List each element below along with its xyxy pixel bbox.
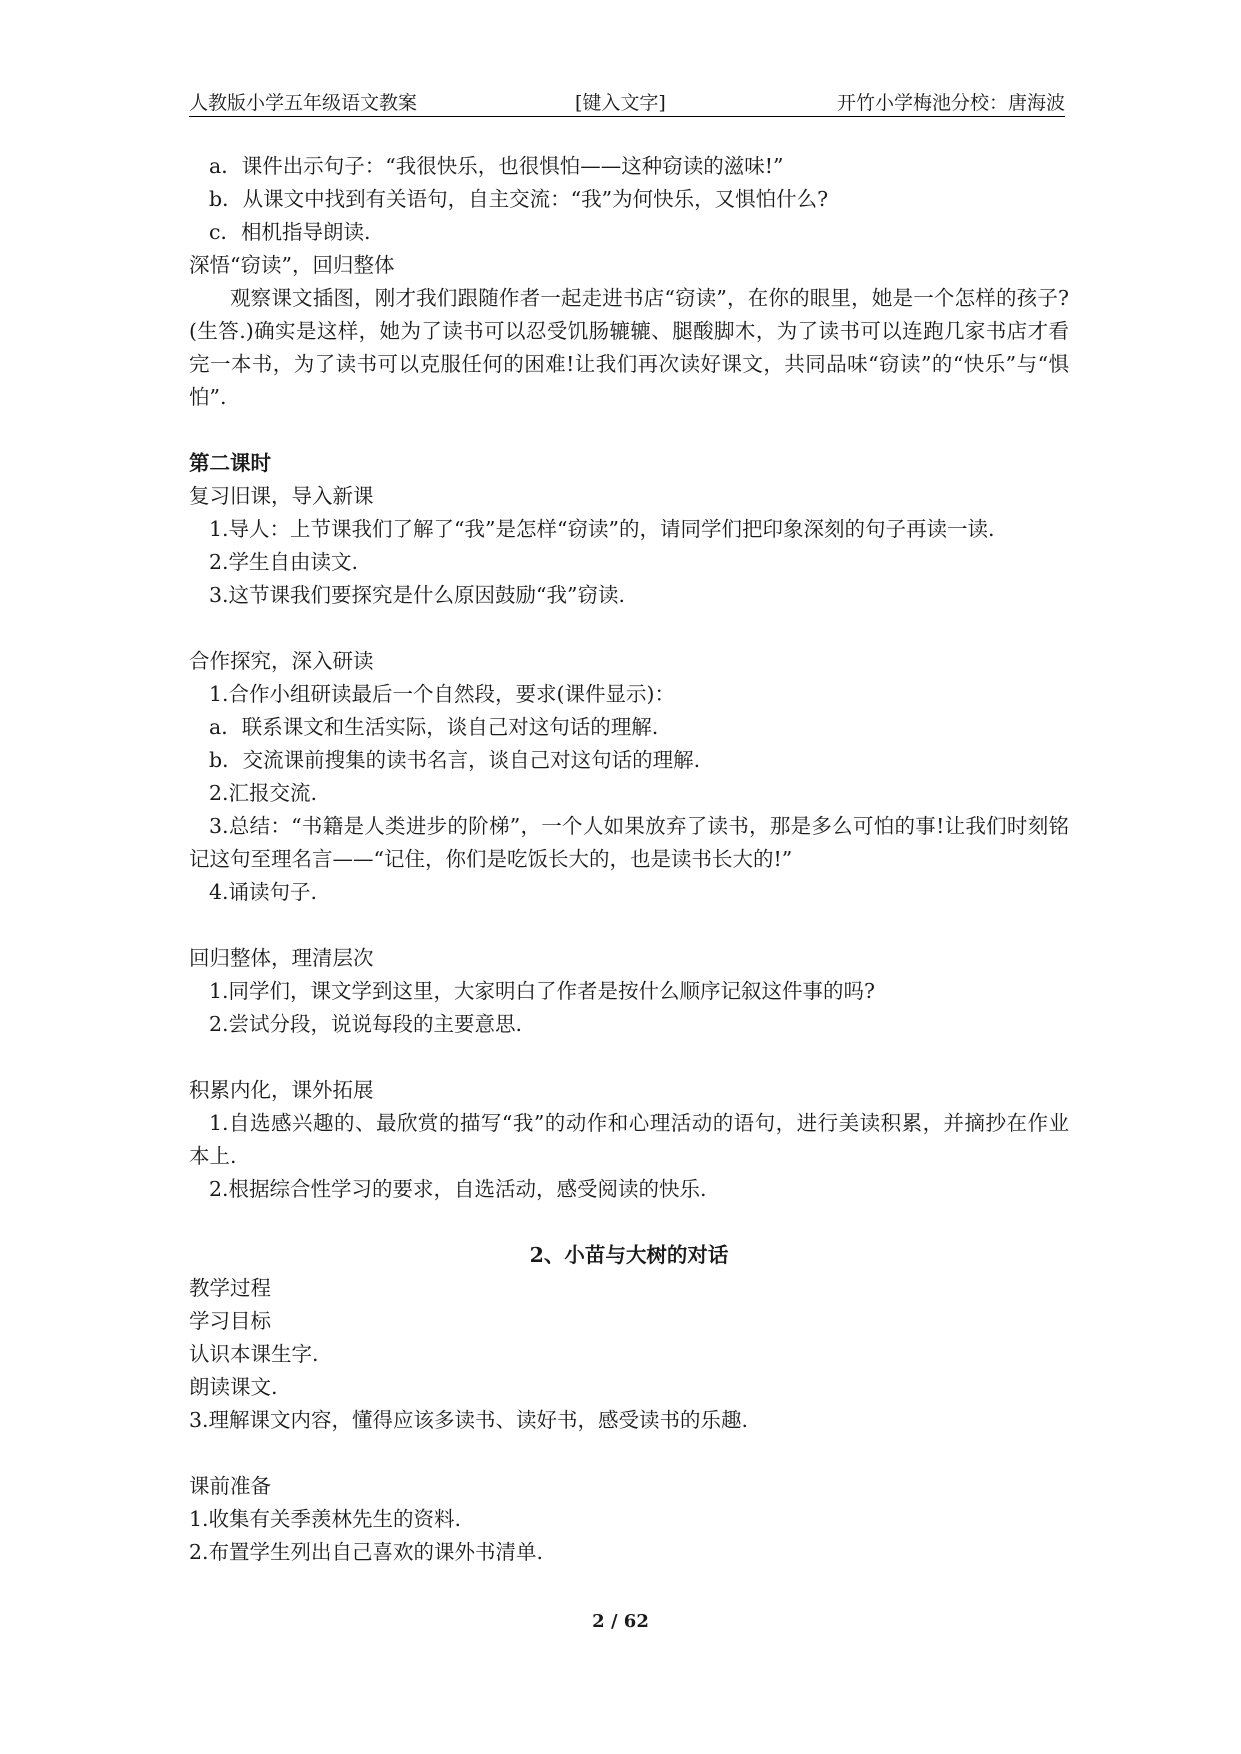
body-line: a．课件出示句子：“我很快乐，也很惧怕——这种窃读的滋味!” [209,154,784,178]
body-line: 3.理解课文内容，懂得应该多读书、读好书，感受读书的乐趣. [189,1408,749,1432]
lesson-title: 2、小苗与大树的对话 [529,1243,729,1267]
section-heading: 回归整体，理清层次 [189,946,374,970]
body-line: 1.同学们，课文学到这里，大家明白了作者是按什么顺序记叙这件事的吗? [209,979,876,1003]
blank-line [189,1437,1069,1470]
blank-line [189,1041,1069,1074]
section-heading: 课前准备 [189,1474,271,1498]
blank-line [189,1206,1069,1239]
section-heading: 合作探究，深入研读 [189,649,374,673]
header-right-text: 开竹小学梅池分校：唐海波 [836,92,1065,114]
body-paragraph: 1.导人：上节课我们了解了“我”是怎样“窃读”的，请同学们把印象深刻的句子再读一读. [209,517,995,541]
body-paragraph: 3.总结：“书籍是人类进步的阶梯”，一个人如果放弃了读书，那是多么可怕的事!让我们时刻铭记这句至理名言——“记住，你们是吃饭长大的，也是读书长大的!” [189,814,1069,871]
body-paragraph: 观察课文插图，刚才我们跟随作者一起走进书店“窃读”，在你的眼里，她是一个怎样的孩子?(生答.)确实是这样，她为了读书可以忍受饥肠辘辘、腿酸脚木，为了读书可以连跑几家书店才看完一本书，为了读书可以克服任何的困难!让我们再次读好课文，共同品味“窃读”的“快乐”与“惧怕”. [189,286,1069,409]
body-line: 1.合作小组研读最后一个自然段，要求(课件显示)： [209,682,676,706]
body-line: 认识本课生字. [189,1342,319,1366]
page-header [189,86,1065,117]
blank-line [189,909,1069,942]
body-line: 2.尝试分段，说说每段的主要意思. [209,1012,523,1036]
section-heading: 深悟“窃读”，回归整体 [189,253,395,277]
page-number: 2 / 62 [592,1611,649,1632]
blank-line [189,612,1069,645]
body-line: 朗读课文. [189,1375,278,1399]
body-line: c．相机指导朗读. [209,220,371,244]
body-line: b．交流课前搜集的读书名言，谈自己对这句话的理解. [209,748,701,772]
body-line: a．联系课文和生活实际，谈自己对这句话的理解. [209,715,659,739]
body-line: 3.这节课我们要探究是什么原因鼓励“我”窃读. [209,583,626,607]
header-left-text: 人教版小学五年级语文教案 [189,92,418,114]
section-heading: 复习旧课，导入新课 [189,484,374,508]
section-heading: 积累内化，课外拓展 [189,1078,374,1102]
body-line: 4.诵读句子. [209,880,318,904]
body-line: 2.汇报交流. [209,781,318,805]
body-line: b．从课文中找到有关语句，自主交流：“我”为何快乐，又惧怕什么? [209,187,829,211]
body-line: 2.根据综合性学习的要求，自选活动，感受阅读的快乐. [209,1177,707,1201]
blank-line [189,414,1069,447]
section-heading: 教学过程 [189,1276,271,1300]
body-line: 2.学生自由读文. [209,550,359,574]
document-body [189,150,1069,1569]
section-heading: 学习目标 [189,1309,271,1333]
body-paragraph: 1.自选感兴趣的、最欣赏的描写“我”的动作和心理活动的语句，进行美读积累，并摘抄在作业本上. [189,1111,1069,1168]
body-line: 1.收集有关季羡林先生的资料. [189,1507,462,1531]
lesson-heading: 第二课时 [189,451,271,475]
header-center-text: [键入文字] [575,92,666,114]
body-line: 2.布置学生列出自己喜欢的课外书清单. [189,1540,544,1564]
